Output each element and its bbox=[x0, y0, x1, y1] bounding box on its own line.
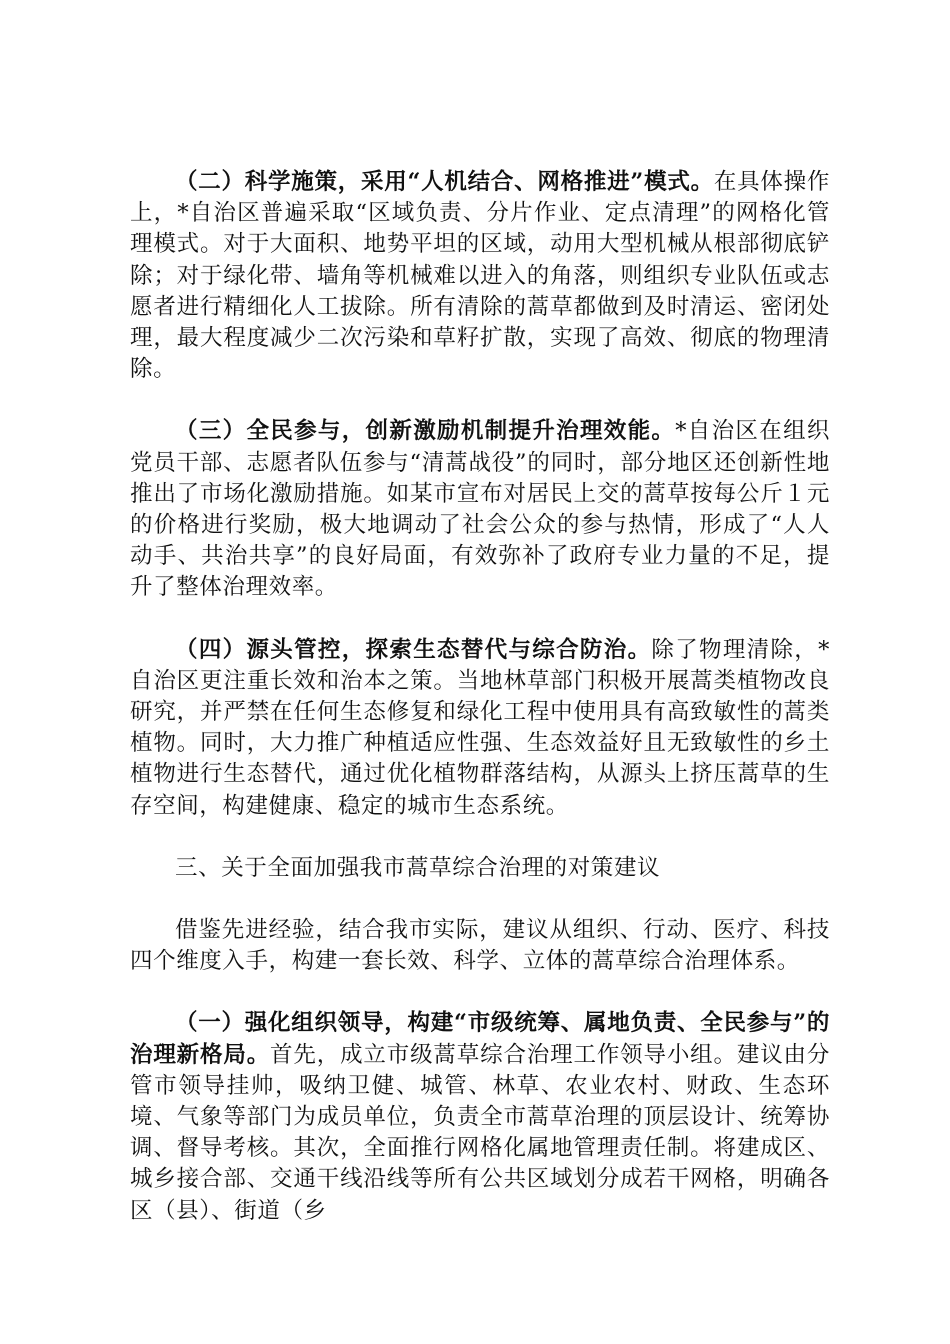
paragraph-body: 在具体操作上，*自治区普遍采取“区域负责、分片作业、定点清理”的网格化管理模式。对于大面积、地势平坦的区域，动用大型机械从根部彻底铲除；对于绿化带、墙角等机械难以进入的角落，则组织专业队伍或志愿者进行精细化人工拔除。所有清除的蒿草都做到及时清运、密闭处理，最大程度减少二次污染和草籽扩散，实现了高效、彻底的物理清除。 bbox=[130, 169, 830, 383]
paragraph-measure-4 bbox=[130, 635, 830, 822]
paragraph-spacer bbox=[130, 884, 830, 915]
paragraph-spacer bbox=[130, 977, 830, 1008]
paragraph-suggestion-1 bbox=[130, 1008, 830, 1226]
section-heading: 三、关于全面加强我市蒿草综合治理的对策建议 bbox=[175, 854, 661, 881]
paragraph-lead: （二）科学施策，采用“人机结合、网格推进”模式。 bbox=[175, 169, 714, 195]
paragraph-lead: （一）强化组织领导，构建“市级统筹、属地负责、全民参与”的治理新格局。 bbox=[130, 1010, 830, 1068]
paragraph-measure-2 bbox=[130, 167, 830, 385]
document-page bbox=[130, 167, 830, 1227]
paragraph-body: 首先，成立市级蒿草综合治理工作领导小组。建议由分管市领导挂帅，吸纳卫健、城管、林草、农业农村、财政、生态环境、气象等部门为成员单位，负责全市蒿草治理的顶层设计、统筹协调、督导考核。其次，全面推行网格化属地管理责任制。将建成区、城乡接合部、交通干线沿线等所有公共区域划分成若干网格，明确各区（县）、街道（乡 bbox=[130, 1041, 830, 1224]
paragraph-spacer bbox=[130, 385, 830, 416]
paragraph-lead: （四）源头管控，探索生态替代与综合防治。 bbox=[175, 636, 652, 663]
paragraph-lead: （三）全民参与，创新激励机制提升治理效能。 bbox=[175, 418, 676, 445]
paragraph-measure-3 bbox=[130, 416, 830, 603]
paragraph-body: 除了物理清除，*自治区更注重长效和治本之策。当地林草部门积极开展蒿类植物改良研究，并严禁在任何生态修复和绿化工程中使用具有高致敏性的蒿类植物。同时，大力推广种植适应性强、生态效益好且无致敏性的乡土植物进行生态替代，通过优化植物群落结构，从源头上挤压蒿草的生存空间，构建健康、稳定的城市生态系统。 bbox=[130, 636, 830, 819]
paragraph-spacer bbox=[130, 822, 830, 853]
intro-paragraph: 借鉴先进经验，结合我市实际，建议从组织、行动、医疗、科技四个维度入手，构建一套长效、科学、立体的蒿草综合治理体系。 bbox=[130, 917, 830, 975]
paragraph-body: *自治区在组织党员干部、志愿者队伍参与“清蒿战役”的同时，部分地区还创新性地推出了市场化激励措施。如某市宣布对居民上交的蒿草按每公斤１元的价格进行奖励，极大地调动了社会公众的参与热情，形成了“人人动手、共治共享”的良好局面，有效弥补了政府专业力量的不足，提升了整体治理效率。 bbox=[130, 418, 830, 601]
paragraph-spacer bbox=[130, 604, 830, 635]
